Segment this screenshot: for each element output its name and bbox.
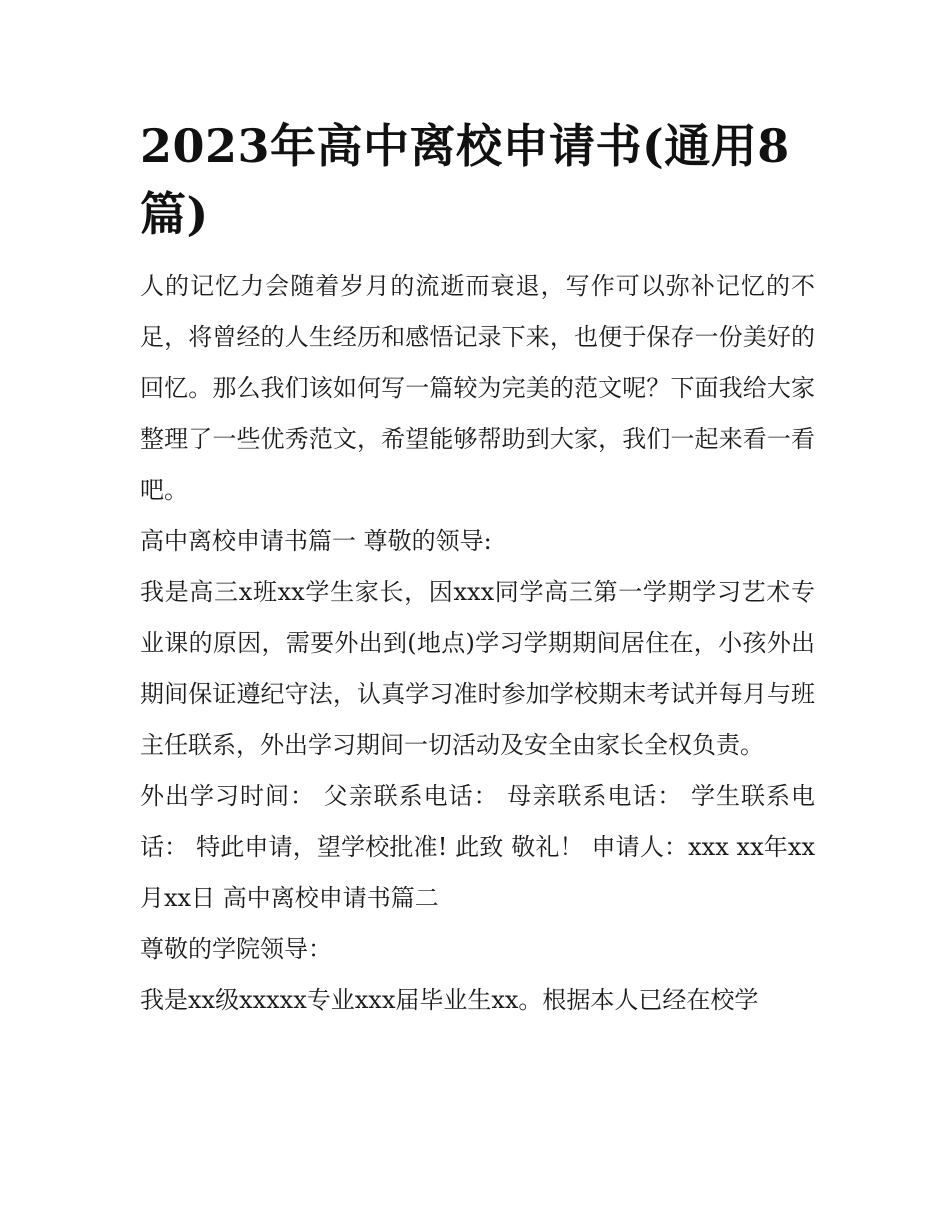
intro-paragraph: 人的记忆力会随着岁月的流逝而衰退，写作可以弥补记忆的不足，将曾经的人生经历和感悟记录下来，也便于保存一份美好的回忆。那么我们该如何写一篇较为完美的范文呢？下面我给大家整理了一些优秀范文，希望能够帮助到大家，我们一起来看一看吧。 [140, 272, 815, 504]
section-one-heading: 高中离校申请书篇一 尊敬的领导: [140, 527, 492, 555]
section-two-body: 我是xx级xxxxx专业xxx届毕业生xx。根据本人已经在校学 [140, 986, 759, 1014]
section-two-salutation: 尊敬的学院领导： [140, 935, 332, 963]
contact-and-closing-paragraph: 外出学习时间： 父亲联系电话： 母亲联系电话： 学生联系电话： 特此申请，望学校批准! 此致 敬礼！ 申请人：xxx xx年xx月xx日 高中离校申请书篇二 [140, 782, 815, 912]
document-title: 2023年高中离校申请书(通用8篇) [140, 119, 790, 241]
section-one-body: 我是高三x班xx学生家长，因xxx同学高三第一学期学习艺术专业课的原因，需要外出到(地点)学习学期期间居住在，小孩外出期间保证遵纪守法，认真学习准时参加学校期末考试并每月与班主任联系，外出学习期间一切活动及安全由家长全权负责。 [140, 578, 815, 759]
document-body [140, 112, 815, 1026]
